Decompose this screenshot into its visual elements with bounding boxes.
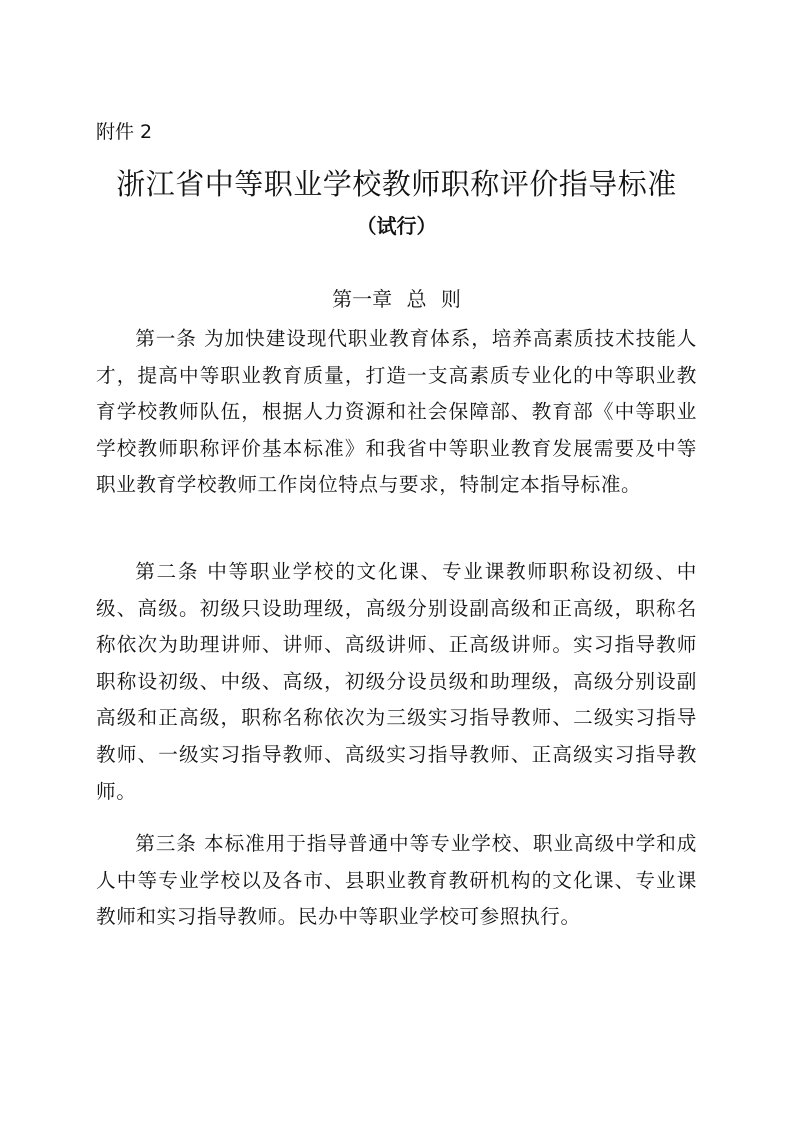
- article-1-paragraph: 第一条 为加快建设现代职业教育体系，培养高素质技术技能人才，提高中等职业教育质量，打造一支高素质专业化的中等职业教育学校教师队伍，根据人力资源和社会保障部、教育部《中等职业学校教师职称评价基本标准》和我省中等职业教育发展需要及中等职业教育学校教师工作岗位特点与要求，特制定本指导标准。: [96, 327, 697, 497]
- article-3-paragraph: 第三条 本标准用于指导普通中等专业学校、职业高级中学和成人中等专业学校以及各市、县职业教育教研机构的文化课、专业课教师和实习指导教师。民办中等职业学校可参照执行。: [96, 832, 697, 929]
- article-2-paragraph: 第二条 中等职业学校的文化课、专业课教师职称设初级、中级、高级。初级只设助理级，高级分别设副高级和正高级，职称名称依次为助理讲师、讲师、高级讲师、正高级讲师。实习指导教师职称设初级、中级、高级，初级分设员级和助理级，高级分别设副高级和正高级，职称名称依次为三级实习指导教师、二级实习指导教师、一级实习指导教师、高级实习指导教师、正高级实习指导教师。: [96, 560, 697, 803]
- document-title: 浙江省中等职业学校教师职称评价指导标准: [116, 167, 677, 201]
- attachment-label: 附件 2: [96, 121, 153, 143]
- document-subtitle: （试行）: [356, 214, 437, 238]
- chapter-heading: 第一章 总 则: [332, 287, 461, 311]
